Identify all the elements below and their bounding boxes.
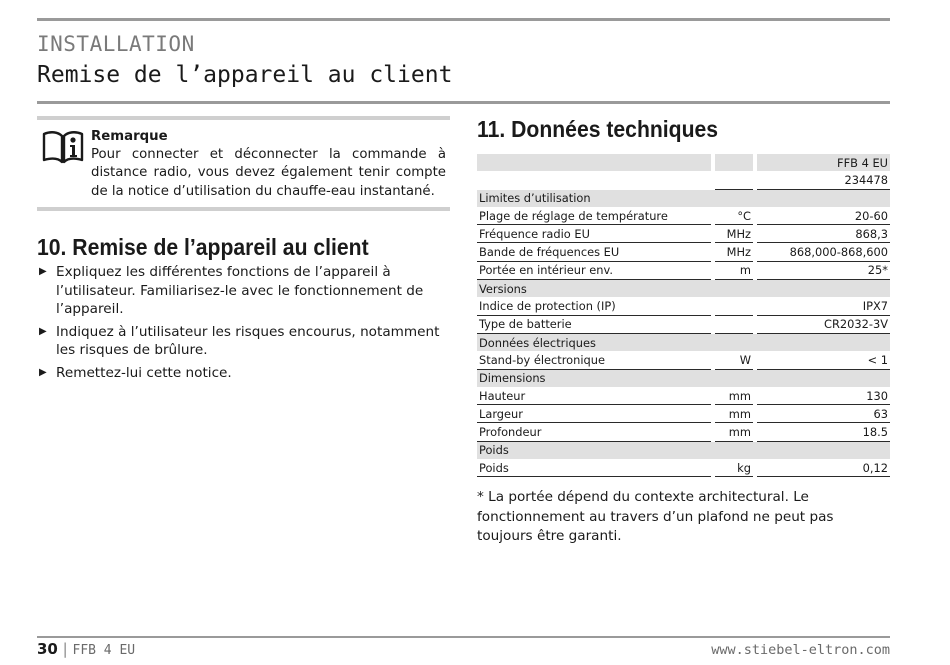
table-section-row [477,370,890,387]
value-cell: 18.5 [757,423,890,441]
table-row [477,207,890,225]
table-section-row [477,442,890,459]
table-row [477,297,890,315]
value-cell: 868,3 [757,225,890,243]
footnote: * La portée dépend du contexte architectural. Le fonctionnement au travers d’un plafond ne peut pas toujours être garanti. [477,489,834,544]
section-10-heading: 10. Remise de l’appareil au client [37,234,369,260]
table-row [477,243,890,261]
param-label-cell: Portée en intérieur env. [477,262,711,280]
table-row [477,351,890,369]
table-row [477,387,890,405]
page-title: Remise de l’appareil au client [37,62,453,88]
section-label-cell: Poids [477,442,711,459]
page-number-block [37,640,135,658]
unit-cell [715,297,753,315]
footer-model: FFB 4 EU [72,643,136,658]
table-row [477,423,890,441]
step-item: ▶ Indiquez à l’utilisateur les risques encourus, notamment les risques de brûlure. [39,323,440,358]
section-label-cell: Données électriques [477,334,711,351]
unit-cell: m [715,262,753,280]
param-label-cell: Plage de réglage de température [477,207,711,225]
model-cell: FFB 4 EU [757,154,890,171]
section-label-cell: Limites d’utilisation [477,190,711,207]
table-header-row [477,154,890,171]
note-bottom-bar [37,207,450,211]
top-rule [37,18,890,21]
arrow-icon: ▶ [39,266,47,277]
note-text: Pour connecter et déconnecter la commande à distance radio, vous devez également tenir compte de la notice d’utilisation du chauffe-eau instantané. [91,147,446,199]
step-list [37,263,455,386]
unit-cell: mm [715,387,753,405]
table-section-row [477,334,890,351]
unit-cell: kg [715,459,753,477]
unit-cell: W [715,351,753,369]
param-label-cell: Largeur [477,405,711,423]
unit-cell: °C [715,207,753,225]
section-label: INSTALLATION [37,32,195,56]
arrow-icon: ▶ [39,366,47,378]
value-cell: 20-60 [757,207,890,225]
note-heading: Remarque [91,129,168,144]
table-row [477,459,890,477]
section-label-cell: Versions [477,280,711,297]
value-cell: CR2032-3V [757,316,890,334]
unit-cell [715,316,753,334]
footer-separator: | [62,640,68,658]
arrow-icon: ▶ [39,325,47,337]
tech-data-table [477,154,890,477]
unit-cell: MHz [715,225,753,243]
footer-rule [37,636,890,638]
page-number: 30 [37,640,58,658]
table-row [477,316,890,334]
header-rule [37,101,890,104]
info-book-icon [41,130,85,164]
table-section-row [477,280,890,297]
value-cell: 0,12 [757,459,890,477]
value-cell: 868,000-868,600 [757,243,890,261]
table-section-row [477,190,890,207]
step-item: ▶ Remettez-lui cette notice. [39,364,232,381]
table-row [477,262,890,280]
note-box [37,116,450,211]
unit-cell: mm [715,423,753,441]
footer-url: www.stiebel-eltron.com [711,642,890,658]
table-row [477,405,890,423]
table-row [477,225,890,243]
section-label-cell: Dimensions [477,370,711,387]
article-cell: 234478 [757,171,890,189]
param-label-cell: Profondeur [477,423,711,441]
value-cell: < 1 [757,351,890,369]
table-article-row [477,171,890,189]
section-11-heading: 11. Données techniques [477,116,719,142]
param-label-cell: Poids [477,459,711,477]
param-label-cell: Type de batterie [477,316,711,334]
param-label-cell: Stand-by électronique [477,351,711,369]
param-label-cell: Indice de protection (IP) [477,297,711,315]
unit-cell: mm [715,405,753,423]
value-cell: 63 [757,405,890,423]
param-label-cell: Bande de fréquences EU [477,243,711,261]
step-item: ▶ Expliquez les différentes fonctions de l’appareil à l’utilisateur. Familiarisez-le avec le fonctionnement de l’appareil. [39,264,424,317]
param-label-cell: Hauteur [477,387,711,405]
unit-cell: MHz [715,243,753,261]
value-cell: 25* [757,262,890,280]
value-cell: 130 [757,387,890,405]
param-label-cell: Fréquence radio EU [477,225,711,243]
value-cell: IPX7 [757,297,890,315]
